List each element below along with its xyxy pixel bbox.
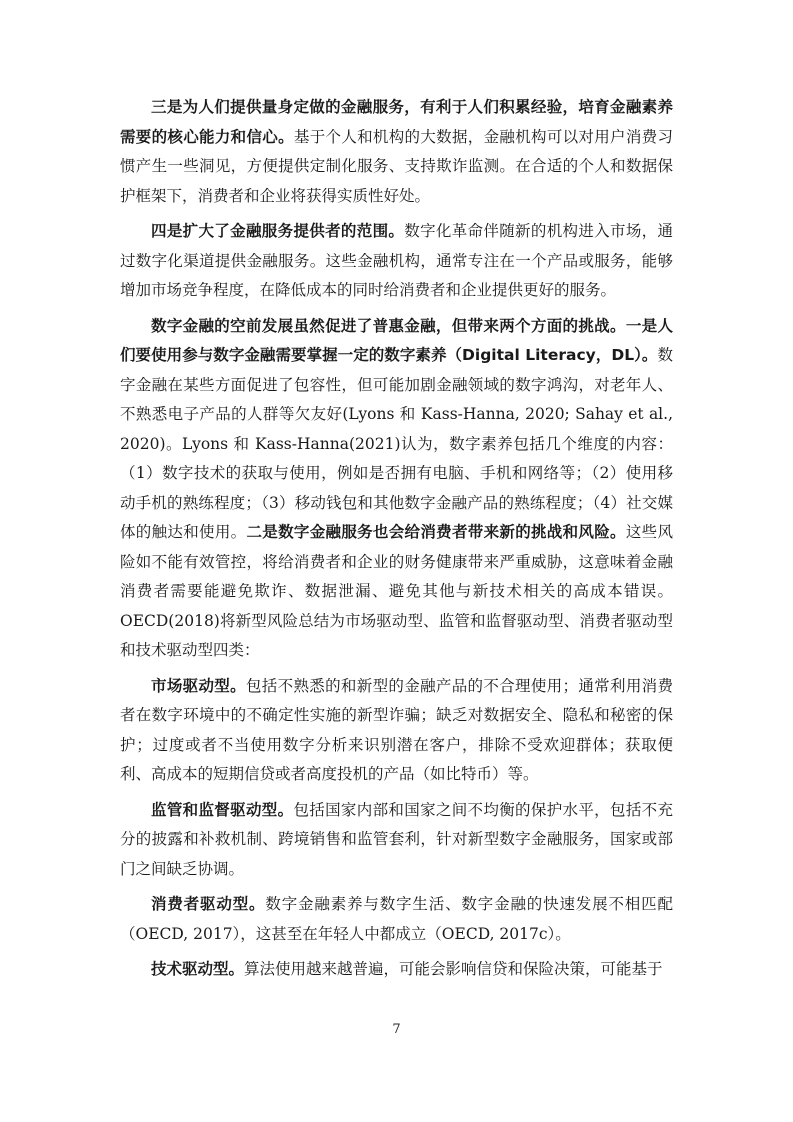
paragraph-heading-second: 二是数字金融服务也会给消费者带来新的挑战和风险。: [246, 523, 626, 541]
paragraph-text: 算法使用越来越普遍，可能会影响信贷和保险决策，可能基于: [244, 960, 663, 978]
paragraph-heading: 监管和监督驱动型。: [151, 800, 294, 819]
paragraph-regulation-driven: [120, 796, 673, 885]
paragraph-heading: 四是扩大了金融服务提供者的范围。: [151, 222, 405, 240]
paragraph-heading: 数字金融的空前发展虽然促进了普惠金融，但带来两个方面的挑战。一是人们要使用参与数字金融需要掌握一定的数字素养（Digital Literacy，DL）。: [120, 316, 673, 364]
paragraph-challenges: [120, 312, 673, 666]
paragraph-provider-scope: [120, 217, 673, 306]
paragraph-tailored-services: [120, 93, 673, 211]
paragraph-heading: 市场驱动型。: [151, 676, 246, 695]
paragraph-heading: 消费者驱动型。: [151, 895, 266, 913]
paragraph-text: 基于个人和机构的大数据，金融机构可以对用户消费习惯产生一些洞见，方便提供定制化服务、支持欺诈监测。在合适的个人和数据保护框架下，消费者和企业将获得实质性好处。: [120, 127, 673, 205]
paragraph-text: 数字金融素养与数字生活、数字金融的快速发展不相匹配（OECD, 2017），这甚至在年轻人中都成立（OECD, 2017c）。: [120, 895, 673, 943]
paragraph-text: 数字化革命伴随新的机构进入市场，通过数字化渠道提供金融服务。这些金融机构，通常专注在一个产品或服务，能够增加市场竞争程度，在降低成本的同时给消费者和企业提供更好的服务。: [120, 222, 673, 299]
paragraph-text: 包括国家内部和国家之间不均衡的保护水平，包括不充分的披露和补救机制、跨境销售和监管套利，针对新型数字金融服务，国家或部门之间缺乏协调。: [120, 800, 673, 878]
paragraph-text: 数字金融在某些方面促进了包容性，但可能加剧金融领域的数字鸿沟，对老年人、不熟悉电子产品的人群等欠友好(Lyons 和 Kass-Hanna, 2020; Sahay et al., 2020)。Lyons 和 Kass-Hanna(2021)认为，数字素养包括几个维度的内容：（1）数字技术的获取与使用，例如是否拥有电脑、手机和网络等；（2）使用移动手机的熟练程度；（3）移动钱包和其他数字金融产品的熟练程度；（4）社交媒体的触达和使用。: [120, 346, 673, 541]
paragraph-consumer-driven: [120, 890, 673, 949]
paragraph-text-second: 这些风险如不能有效管控，将给消费者和企业的财务健康带来严重威胁，这意味着金融消费者需要能避免欺诈、数据泄漏、避免其他与新技术相关的高成本错误。OECD(2018)将新型风险总结为市场驱动型、监管和监督驱动型、消费者驱动型和技术驱动型四类：: [120, 523, 673, 659]
document-body: [120, 93, 673, 991]
paragraph-market-driven: [120, 672, 673, 790]
paragraph-technology-driven: [120, 955, 673, 985]
paragraph-text: 包括不熟悉的和新型的金融产品的不合理使用；通常利用消费者在数字环境中的不确定性实施的新型诈骗；缺乏对数据安全、隐私和秘密的保护；过度或者不当使用数字分析来识别潜在客户，排除不受欢迎群体；获取便利、高成本的短期信贷或者高度投机的产品（如比特币）等。: [120, 676, 673, 783]
paragraph-heading: 技术驱动型。: [151, 960, 245, 978]
paragraph-heading: 三是为人们提供量身定做的金融服务，有利于人们积累经验，培育金融素养需要的核心能力和信心。: [120, 98, 673, 146]
page-number: 7: [392, 1022, 401, 1037]
